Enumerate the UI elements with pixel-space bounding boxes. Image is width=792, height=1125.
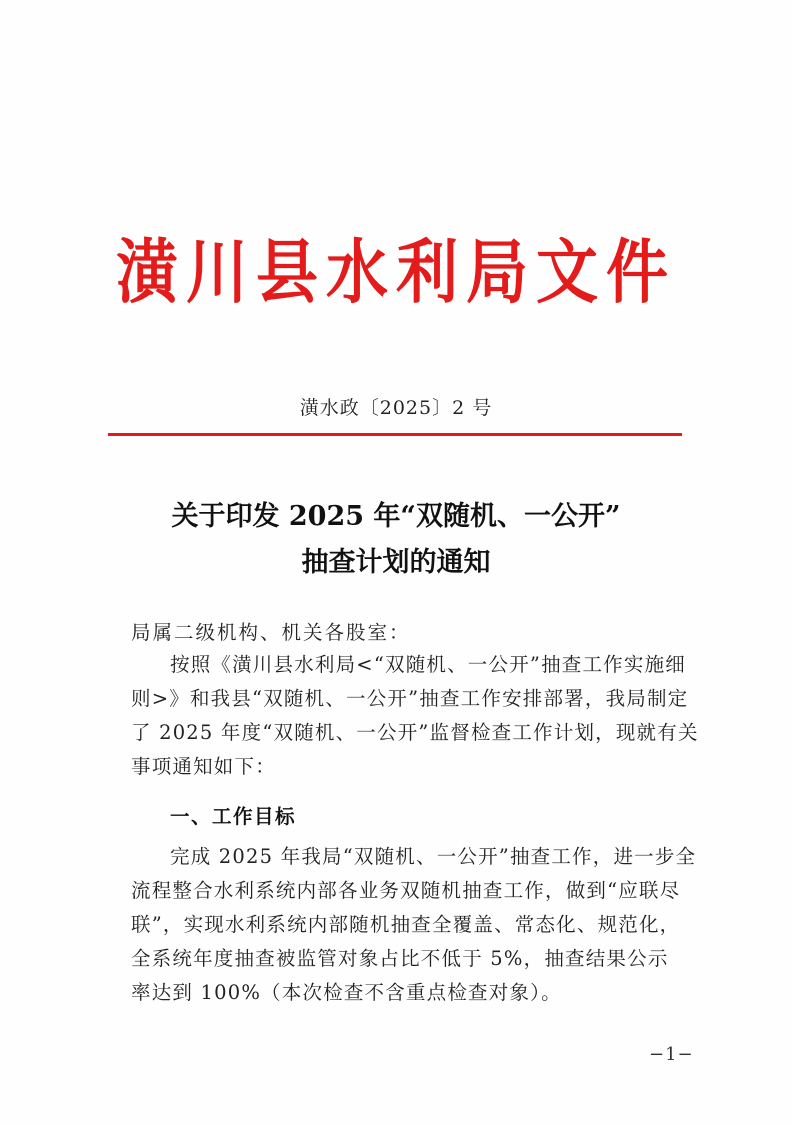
paragraph-work-goals: [131, 840, 697, 1010]
notice-title: [100, 494, 692, 586]
paragraph-line: 事项通知如下：: [131, 755, 276, 778]
section-heading-work-goals: 一、工作目标: [170, 805, 297, 828]
red-separator-line: [108, 433, 682, 436]
paragraph-line: 联”，实现水利系统内部随机抽查全覆盖、常态化、规范化，: [131, 913, 681, 936]
document-number: 潢水政〔2025〕2 号: [299, 397, 493, 419]
paragraph-line: 了 2025 年度“双随机、一公开”监督检查工作计划，现就有关: [131, 721, 699, 744]
paragraph-line: 完成 2025 年我局“双随机、一公开”抽查工作，进一步全: [170, 845, 697, 868]
paragraph-line: 则>》和我县“双随机、一公开”抽查工作安排部署，我局制定: [131, 687, 689, 710]
paragraph-line: 率达到 100%（本次检查不含重点检查对象）。: [131, 981, 562, 1004]
page-number: −1−: [649, 1044, 694, 1065]
paragraph-line: 全系统年度抽查被监管对象占比不低于 5%，抽查结果公示: [131, 947, 669, 970]
paragraph-line: 按照《潢川县水利局<“双随机、一公开”抽查工作实施细: [170, 653, 686, 676]
notice-title-line-2: 抽查计划的通知: [301, 547, 491, 578]
paragraph-intro: [131, 648, 699, 784]
salutation: 局属二级机构、机关各股室：: [131, 621, 411, 644]
notice-title-line-1: 关于印发 2025 年“双随机、一公开”: [171, 501, 621, 532]
issuing-authority-title: 潢川县水利局文件: [115, 231, 676, 314]
paragraph-line: 流程整合水利系统内部各业务双随机抽查工作，做到“应联尽: [131, 879, 681, 902]
